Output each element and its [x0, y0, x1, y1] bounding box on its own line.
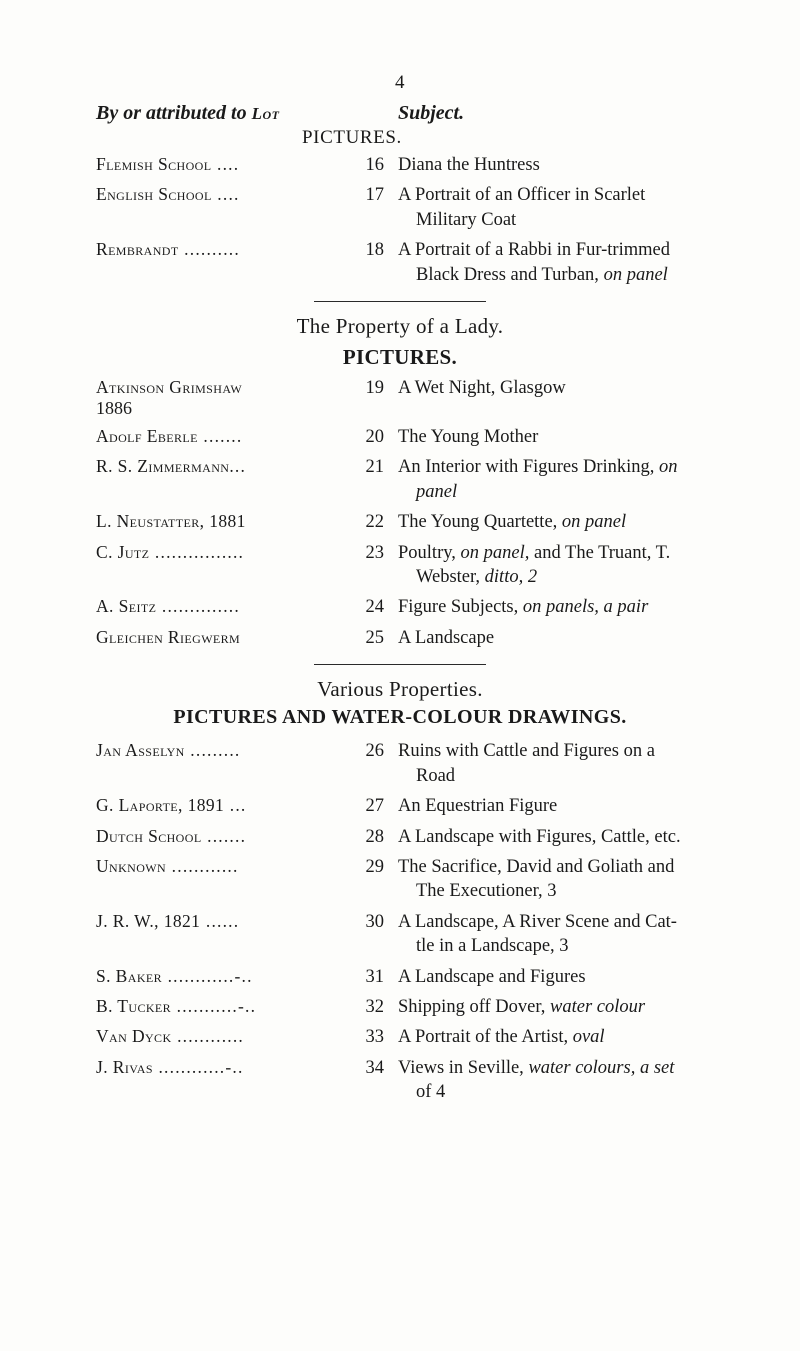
entry-subject — [398, 455, 704, 504]
entry-lot-number: 25 — [365, 627, 384, 648]
entry-dots: .... — [211, 184, 240, 205]
entry-artist — [96, 1026, 354, 1047]
entry-subject-italic: on panel — [603, 264, 668, 285]
entry-subject-italic-inline: water colours, a set — [528, 1057, 675, 1078]
entry-artist — [96, 511, 354, 532]
entry-subject-text: A Portrait of the Artist, — [398, 1027, 573, 1048]
entry-subject-continuation: Road — [416, 765, 456, 786]
column-header-subject: Subject. — [398, 102, 465, 124]
entry-artist — [96, 740, 354, 761]
entry-subject-continuation: Military Coat — [416, 209, 517, 230]
entry-subject — [398, 739, 704, 788]
column-header-lot: Lot — [251, 104, 280, 123]
entry-subject — [398, 995, 704, 1019]
entry-subject — [398, 510, 704, 534]
entry-dots: ... — [224, 795, 247, 816]
entry-artist — [96, 542, 354, 563]
entry-subject-text: A Portrait of a Rabbi in Fur-trimmed — [398, 240, 670, 261]
entry-dots: ... — [229, 456, 247, 477]
entry-subject-continuation: tle in a Landscape, 3 — [416, 936, 569, 957]
table-row — [96, 626, 704, 650]
table-row — [96, 510, 704, 534]
page-number: 4 — [395, 72, 405, 93]
entry-subject — [398, 825, 704, 849]
table-row — [96, 153, 704, 177]
entry-artist-name: Gleichen Riegwerm — [96, 626, 241, 647]
entry-subject-text: Shipping off Dover, — [398, 996, 551, 1017]
column-headers — [96, 102, 704, 125]
entry-list-property-lady — [96, 376, 704, 650]
entry-artist-name: A. Seitz — [96, 596, 157, 617]
entry-subject-text: A Landscape with Figures, Cattle, etc. — [398, 826, 681, 847]
entry-artist-name: G. Laporte, 1891 — [96, 795, 225, 816]
entry-subject-continuation: of 4 — [416, 1082, 446, 1103]
entry-subject-italic-inline: on panel, — [460, 542, 530, 563]
entry-lot-number: 16 — [365, 155, 384, 175]
entry-list-various — [96, 739, 704, 1104]
entry-artist — [96, 966, 354, 987]
table-row — [96, 376, 704, 419]
entry-subject-text: The Young Mother — [398, 427, 539, 448]
entry-artist — [96, 596, 354, 617]
entry-artist-name: Van Dyck — [96, 1026, 172, 1047]
table-row — [96, 455, 704, 504]
entry-dots: ................ — [149, 541, 245, 562]
entry-subject-italic: water colour — [550, 996, 646, 1017]
entry-artist-name: Adolf Eberle — [96, 426, 198, 447]
entry-subject-italic: on panels, a pair — [522, 597, 649, 618]
entry-artist-name: J. Rivas — [96, 1056, 153, 1077]
table-row — [96, 183, 704, 232]
entry-subject-text: Figure Subjects, — [398, 597, 523, 618]
entry-artist-name: Rembrandt — [96, 239, 179, 260]
entry-subject — [398, 855, 704, 904]
entry-subject-text: The Sacrifice, David and Goliath and — [398, 856, 675, 877]
entry-subject-rest: and The Truant, T. — [529, 542, 671, 563]
entry-artist-name: L. Neustatter, 1881 — [96, 511, 246, 532]
entry-subject — [398, 794, 704, 818]
entry-dots: ......... — [184, 740, 241, 761]
entry-dots: ............ — [166, 855, 239, 876]
entry-artist — [96, 426, 354, 447]
entry-artist-name: J. R. W., 1821 — [96, 910, 201, 931]
entry-artist — [96, 1057, 354, 1078]
entry-lot-number: 28 — [365, 826, 384, 847]
entry-subject-continuation: The Executioner, 3 — [416, 881, 557, 902]
entry-subject — [398, 1025, 704, 1049]
entry-subject-continuation — [398, 565, 704, 589]
table-row — [96, 1025, 704, 1049]
entry-artist-name: C. Jutz — [96, 541, 150, 562]
entry-lot-number: 27 — [365, 796, 384, 817]
section-subtitle-pictures: PICTURES. — [342, 345, 458, 370]
section-title-pictures-top: PICTURES. — [302, 127, 402, 148]
entry-lot-number: 18 — [365, 240, 384, 261]
table-row — [96, 238, 704, 287]
entry-subject — [398, 595, 704, 619]
table-row — [96, 825, 704, 849]
entry-dots: ....... — [197, 426, 243, 447]
table-row — [96, 739, 704, 788]
entry-subject-italic: ditto, 2 — [484, 567, 538, 588]
entry-subject — [398, 626, 704, 650]
entry-subject — [398, 965, 704, 989]
table-row — [96, 541, 704, 590]
entry-artist-date: 1886 — [96, 398, 132, 419]
entry-subject — [398, 541, 704, 590]
entry-subject-text: Ruins with Cattle and Figures on a — [398, 741, 655, 762]
entry-lot-number: 19 — [365, 378, 384, 399]
entry-subject — [398, 425, 704, 449]
divider — [314, 664, 486, 665]
entry-subject-text: An Equestrian Figure — [398, 796, 558, 817]
entry-subject-italic: on panel — [561, 512, 627, 533]
entry-artist — [96, 627, 354, 648]
column-header-left — [96, 102, 354, 125]
entry-lot-number: 26 — [365, 741, 384, 762]
entry-artist-name: Dutch School — [96, 825, 202, 846]
entry-artist — [96, 239, 354, 260]
entry-list-pictures-top — [96, 153, 704, 287]
entry-artist — [96, 826, 354, 847]
entry-artist-name: Jan Asselyn — [96, 740, 185, 761]
entry-lot-number: 21 — [365, 457, 384, 478]
table-row — [96, 425, 704, 449]
entry-lot-number: 20 — [365, 427, 384, 448]
entry-artist-name: S. Baker — [96, 965, 163, 986]
entry-artist — [96, 377, 354, 419]
entry-subject-text: A Landscape and Figures — [398, 966, 586, 987]
entry-lot-number: 24 — [365, 597, 384, 618]
entry-artist-name: R. S. Zimmermann — [96, 456, 230, 477]
entry-subject — [398, 376, 704, 400]
entry-subject-text: A Landscape, A River Scene and Cat- — [398, 911, 677, 932]
entry-subject-italic-inline: on — [659, 457, 678, 478]
entry-lot-number: 33 — [365, 1027, 384, 1048]
entry-artist-name: Unknown — [96, 855, 167, 876]
entry-subject-text: Diana the Huntress — [398, 155, 540, 175]
entry-subject-continuation-text: Black Dress and Turban, — [416, 264, 604, 285]
entry-lot-number: 31 — [365, 966, 384, 987]
entry-artist — [96, 184, 354, 205]
table-row — [96, 855, 704, 904]
entry-lot-number: 29 — [365, 856, 384, 877]
section-title-various: Various Properties. — [317, 677, 483, 702]
entry-artist — [96, 154, 354, 175]
section-title-property-lady: The Property of a Lady. — [296, 314, 504, 339]
entry-subject-text: A Wet Night, Glasgow — [398, 378, 566, 399]
entry-artist — [96, 996, 354, 1017]
entry-dots: ...........-.. — [171, 995, 257, 1016]
table-row — [96, 910, 704, 959]
entry-dots: .......... — [178, 239, 240, 260]
entry-subject-continuation-text: Webster, — [416, 567, 485, 588]
entry-lot-number: 22 — [365, 512, 384, 533]
entry-artist — [96, 911, 354, 932]
entry-dots: ............ — [171, 1026, 245, 1047]
entry-dots: .............. — [156, 596, 240, 617]
entry-subject-italic: panel — [416, 481, 458, 502]
entry-artist-name: Atkinson Grimshaw — [96, 377, 243, 398]
table-row — [96, 595, 704, 619]
entry-lot-number: 34 — [365, 1057, 384, 1078]
entry-subject — [398, 1056, 704, 1105]
entry-artist — [96, 856, 354, 877]
column-header-left-text: By or attributed to — [96, 102, 247, 124]
entry-subject-text: An Interior with Figures Drinking, — [398, 457, 660, 478]
table-row — [96, 1056, 704, 1105]
entry-dots: .... — [211, 154, 240, 174]
entry-dots: ............-.. — [152, 1056, 244, 1077]
entry-lot-number: 23 — [365, 542, 384, 563]
entry-lot-number: 30 — [365, 911, 384, 932]
entry-artist-name: B. Tucker — [96, 995, 172, 1016]
entry-subject-text: Poultry, — [398, 542, 461, 563]
entry-dots: ............-.. — [162, 965, 253, 986]
entry-artist — [96, 795, 354, 816]
entry-subject-continuation — [398, 263, 704, 287]
entry-artist-name: English School — [96, 184, 212, 205]
table-row — [96, 794, 704, 818]
entry-lot-number: 17 — [365, 185, 384, 206]
entry-subject-text: A Landscape — [398, 627, 495, 648]
divider — [314, 301, 486, 302]
entry-subject — [398, 910, 704, 959]
entry-subject-text: The Young Quartette, — [398, 512, 562, 533]
entry-dots: ....... — [201, 825, 247, 846]
entry-dots: ...... — [200, 910, 240, 931]
entry-lot-number: 32 — [365, 996, 384, 1017]
entry-artist — [96, 456, 354, 477]
entry-artist-name: Flemish School — [96, 154, 212, 174]
entry-subject-text: Views in Seville, — [398, 1057, 529, 1078]
entry-subject-italic: oval — [572, 1027, 605, 1048]
entry-subject-text: A Portrait of an Officer in Scarlet — [398, 185, 646, 206]
entry-subject — [398, 153, 704, 177]
section-subtitle-various: PICTURES AND WATER-COLOUR DRAWINGS. — [173, 706, 627, 729]
table-row — [96, 995, 704, 1019]
table-row — [96, 965, 704, 989]
entry-subject-continuation — [398, 480, 704, 504]
entry-subject — [398, 238, 704, 287]
entry-subject — [398, 183, 704, 232]
